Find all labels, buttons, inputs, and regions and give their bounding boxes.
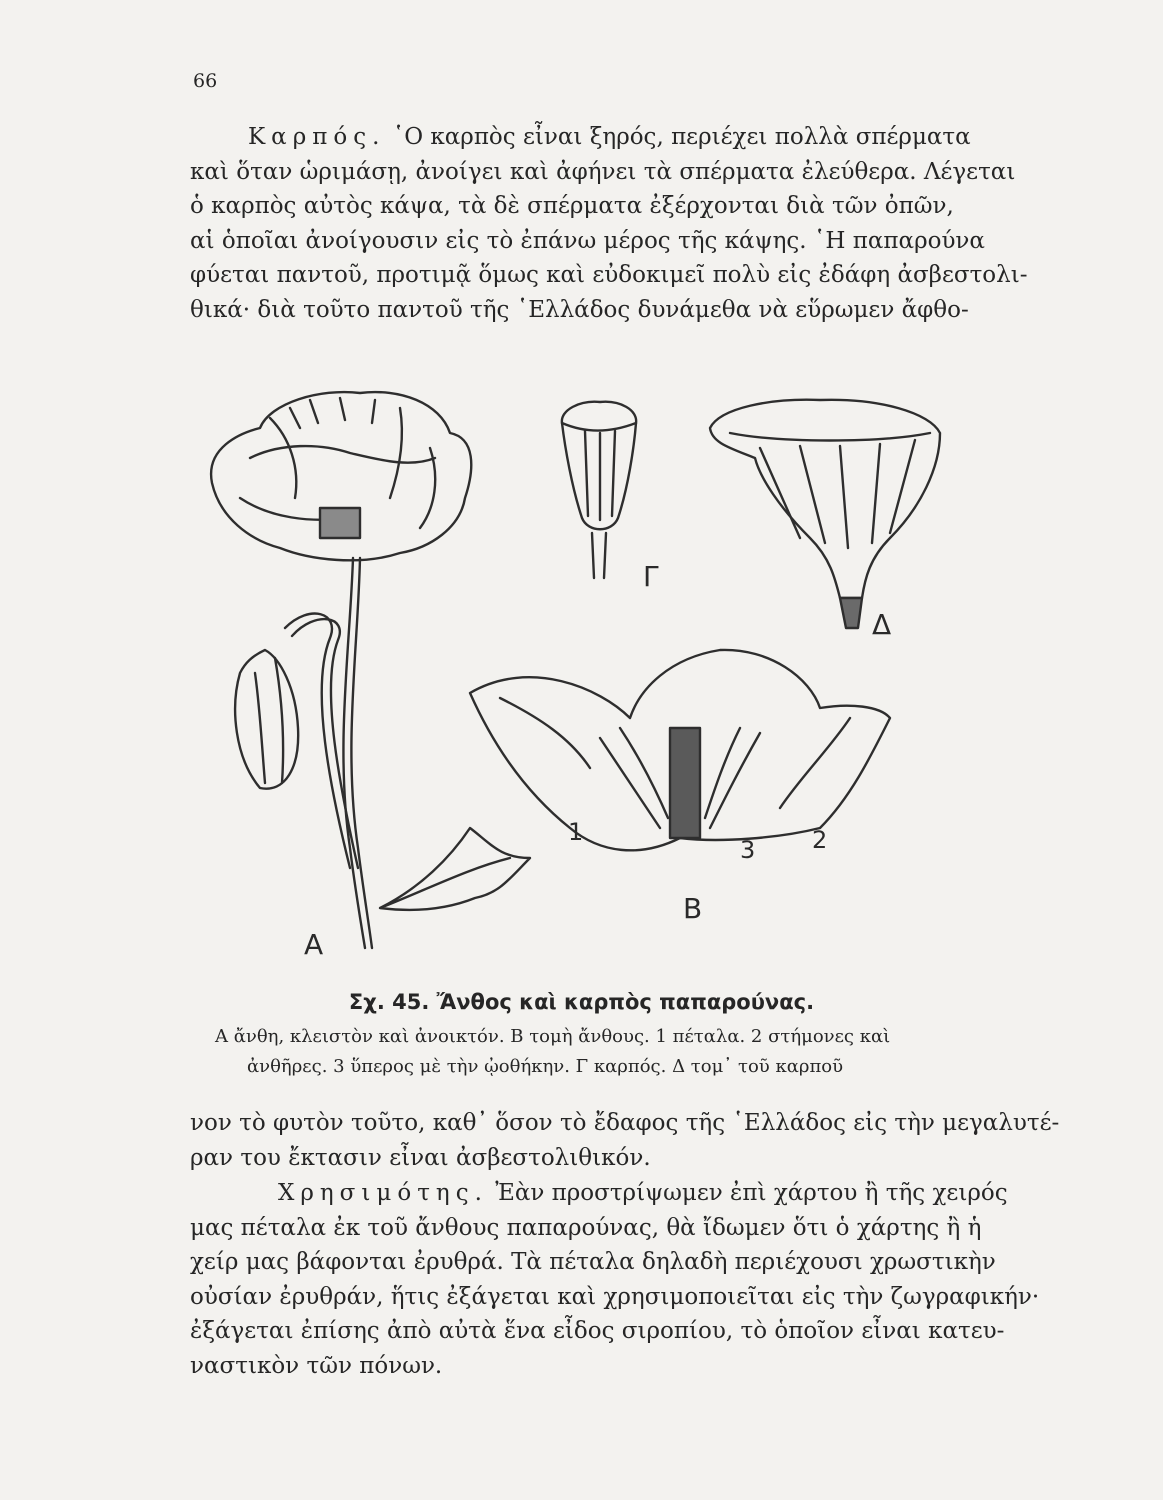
text-line: ναστικὸν τῶν πόνων.: [190, 1352, 443, 1379]
stem-main: [343, 558, 365, 948]
text-line: ἐξάγεται ἐπίσης ἀπὸ αὐτὰ ἕνα εἶδος σιροπίου, τὸ ὁποῖον εἶναι κατευ-: [190, 1318, 1005, 1344]
text-line: ὁ καρπὸς αὐτὸς κάψα, τὰ δὲ σπέρματα ἐξέρχονται διὰ τῶν ὀπῶν,: [190, 193, 954, 219]
text-line: χείρ μας βάφονται ἐρυθρά. Τὰ πέταλα δηλαδὴ περιέχουσι χρωστικὴν: [190, 1249, 996, 1275]
figure-number-3: 3: [740, 836, 756, 864]
text-line: οὐσίαν ἐρυθράν, ἥτις ἐξάγεται καὶ χρησιμοποιεῖται εἰς τὴν ζωγραφικήν·: [190, 1283, 1040, 1310]
figure-label-a: A: [304, 928, 324, 961]
figure-label-g: Γ: [643, 560, 659, 593]
poppy-illustration: [200, 388, 1040, 978]
figure-caption-body: [215, 1022, 1045, 1082]
poppy-drawing: [200, 388, 1040, 978]
text-line-content: ῾Ο καρπὸς εἶναι ξηρός, περιέχει πολλὰ σπέρματα: [385, 124, 971, 150]
text-line: φύεται παντοῦ, προτιμᾷ ὅμως καὶ εὐδοκιμεῖ πολὺ εἰς ἐδάφη ἀσβεστολι-: [190, 262, 1028, 288]
figure-number-1: 1: [568, 818, 584, 846]
caption-line: ἀνθῆρες. 3 ὕπερος μὲ τὴν ᾠοθήκην. Γ καρπός. Δ τομ᾿ τοῦ καρποῦ: [247, 1056, 844, 1077]
lead-word-fruit: Καρπός.: [248, 124, 386, 150]
text-line: καὶ ὅταν ὡριμάσῃ, ἀνοίγει καὶ ἀφήνει τὰ σπέρματα ἐλεύθερα. Λέγεται: [190, 158, 1016, 185]
text-line-content: Ἐὰν προστρίψωμεν ἐπὶ χάρτου ἢ τῆς χειρός: [487, 1180, 1008, 1206]
text-line: νον τὸ φυτὸν τοῦτο, καθ᾿ ὅσον τὸ ἔδαφος τῆς ῾Ελλάδος εἰς τὴν μεγαλυτέ-: [190, 1110, 1060, 1136]
page-number: 66: [193, 70, 218, 92]
stem-bud: [285, 614, 350, 868]
text-line: μας πέταλα ἐκ τοῦ ἄνθους παπαρούνας, θὰ ἴδωμεν ὅτι ὁ χάρτης ἢ ἡ: [190, 1214, 982, 1241]
paragraph-usefulness: [190, 1176, 1040, 1383]
paragraph-fruit: [190, 120, 1040, 327]
flower-open-drawing: [211, 392, 471, 560]
figure-label-d: Δ: [872, 608, 892, 641]
figure-number-2: 2: [812, 826, 828, 854]
lead-word-usefulness: Χρησιμότης.: [278, 1180, 488, 1206]
figure-caption-title: Σχ. 45. Ἄνθος καὶ καρπὸς παπαρούνας.: [348, 990, 815, 1014]
text-line: αἱ ὁποῖαι ἀνοίγουσιν εἰς τὸ ἐπάνω μέρος τῆς κάψης. ῾Η παπαρούνα: [190, 227, 985, 254]
caption-line: Α ἄνθη, κλειστὸν καὶ ἀνοικτόν. Β τομὴ ἄνθους. 1 πέταλα. 2 στήμονες καὶ: [215, 1026, 891, 1047]
flower-bud-drawing: [235, 650, 298, 789]
text-line: ραν του ἔκτασιν εἶναι ἀσβεστολιθικόν.: [190, 1144, 651, 1171]
figure-label-b: B: [683, 892, 703, 925]
text-line: θικά· διὰ τοῦτο παντοῦ τῆς ῾Ελλάδος δυνάμεθα νὰ εὕρωμεν ἄφθο-: [190, 296, 969, 323]
paragraph-continuation: [190, 1106, 1060, 1175]
text-line: [190, 120, 1040, 155]
text-line: [190, 1176, 1040, 1211]
capsule-section-drawing: [710, 400, 940, 598]
